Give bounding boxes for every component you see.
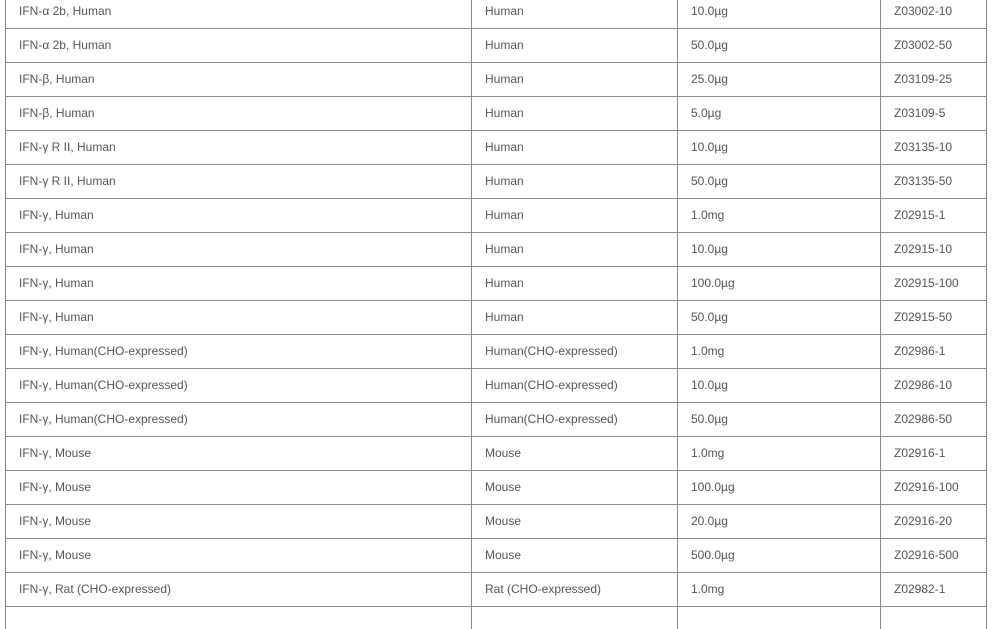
product-table-body [6,0,987,629]
product-name-cell: IFN-γ R II, Human [6,164,472,198]
table-row [6,96,987,130]
size-cell [678,606,881,629]
size-cell: 5.0µg [678,96,881,130]
size-cell: 1.0mg [678,334,881,368]
product-name-cell: IFN-γ, Human [6,266,472,300]
size-cell: 100.0µg [678,266,881,300]
table-row [6,0,987,28]
catalog-number-cell: Z03135-10 [881,130,987,164]
species-cell: Rat (CHO-expressed) [472,572,678,606]
species-cell: Human [472,232,678,266]
catalog-number-cell: Z03109-25 [881,62,987,96]
table-row [6,538,987,572]
product-name-cell: IFN-β, Human [6,96,472,130]
product-name-cell: IFN-γ, Mouse [6,436,472,470]
product-table [5,0,987,629]
catalog-number-cell: Z03135-50 [881,164,987,198]
species-cell: Human [472,28,678,62]
table-row [6,232,987,266]
catalog-number-cell: Z02982-1 [881,572,987,606]
catalog-number-cell: Z03109-5 [881,96,987,130]
species-cell: Mouse [472,538,678,572]
species-cell: Human(CHO-expressed) [472,334,678,368]
catalog-number-cell: Z03002-50 [881,28,987,62]
product-name-cell: IFN-γ, Human [6,232,472,266]
catalog-number-cell: Z02986-50 [881,402,987,436]
table-row [6,266,987,300]
size-cell: 1.0mg [678,198,881,232]
product-name-cell: IFN-γ, Mouse [6,470,472,504]
size-cell: 50.0µg [678,164,881,198]
table-row [6,402,987,436]
product-name-cell: IFN-α 2b, Human [6,0,472,28]
product-name-cell: IFN-γ, Rat (CHO-expressed) [6,572,472,606]
species-cell: Human [472,0,678,28]
size-cell: 500.0µg [678,538,881,572]
size-cell: 25.0µg [678,62,881,96]
table-row [6,368,987,402]
species-cell: Mouse [472,470,678,504]
table-row [6,606,987,629]
size-cell: 50.0µg [678,402,881,436]
product-name-cell: IFN-α 2b, Human [6,28,472,62]
species-cell: Mouse [472,504,678,538]
table-row [6,334,987,368]
table-row [6,436,987,470]
table-row [6,164,987,198]
product-name-cell: IFN-β, Human [6,62,472,96]
product-name-cell [6,606,472,629]
size-cell: 100.0µg [678,470,881,504]
product-name-cell: IFN-γ, Human [6,300,472,334]
size-cell: 10.0µg [678,0,881,28]
catalog-number-cell: Z02915-1 [881,198,987,232]
product-name-cell: IFN-γ R II, Human [6,130,472,164]
species-cell: Human [472,62,678,96]
species-cell: Human [472,164,678,198]
catalog-number-cell: Z02915-100 [881,266,987,300]
size-cell: 1.0mg [678,436,881,470]
table-row [6,28,987,62]
size-cell: 10.0µg [678,368,881,402]
table-row [6,62,987,96]
catalog-number-cell [881,606,987,629]
table-row [6,504,987,538]
table-row [6,198,987,232]
product-name-cell: IFN-γ, Mouse [6,538,472,572]
size-cell: 50.0µg [678,300,881,334]
table-row [6,470,987,504]
catalog-number-cell: Z02915-10 [881,232,987,266]
size-cell: 50.0µg [678,28,881,62]
product-table-container [5,0,986,629]
product-name-cell: IFN-γ, Mouse [6,504,472,538]
catalog-number-cell: Z02986-10 [881,368,987,402]
species-cell: Human [472,198,678,232]
species-cell: Human(CHO-expressed) [472,368,678,402]
species-cell: Human [472,266,678,300]
catalog-number-cell: Z02916-20 [881,504,987,538]
product-name-cell: IFN-γ, Human [6,198,472,232]
product-name-cell: IFN-γ, Human(CHO-expressed) [6,368,472,402]
table-row [6,130,987,164]
catalog-number-cell: Z03002-10 [881,0,987,28]
catalog-number-cell: Z02986-1 [881,334,987,368]
size-cell: 20.0µg [678,504,881,538]
table-row [6,572,987,606]
catalog-number-cell: Z02916-1 [881,436,987,470]
catalog-number-cell: Z02915-50 [881,300,987,334]
product-name-cell: IFN-γ, Human(CHO-expressed) [6,402,472,436]
size-cell: 1.0mg [678,572,881,606]
species-cell [472,606,678,629]
size-cell: 10.0µg [678,130,881,164]
size-cell: 10.0µg [678,232,881,266]
catalog-number-cell: Z02916-100 [881,470,987,504]
species-cell: Human [472,130,678,164]
species-cell: Human [472,300,678,334]
species-cell: Mouse [472,436,678,470]
species-cell: Human [472,96,678,130]
species-cell: Human(CHO-expressed) [472,402,678,436]
catalog-number-cell: Z02916-500 [881,538,987,572]
table-row [6,300,987,334]
product-name-cell: IFN-γ, Human(CHO-expressed) [6,334,472,368]
